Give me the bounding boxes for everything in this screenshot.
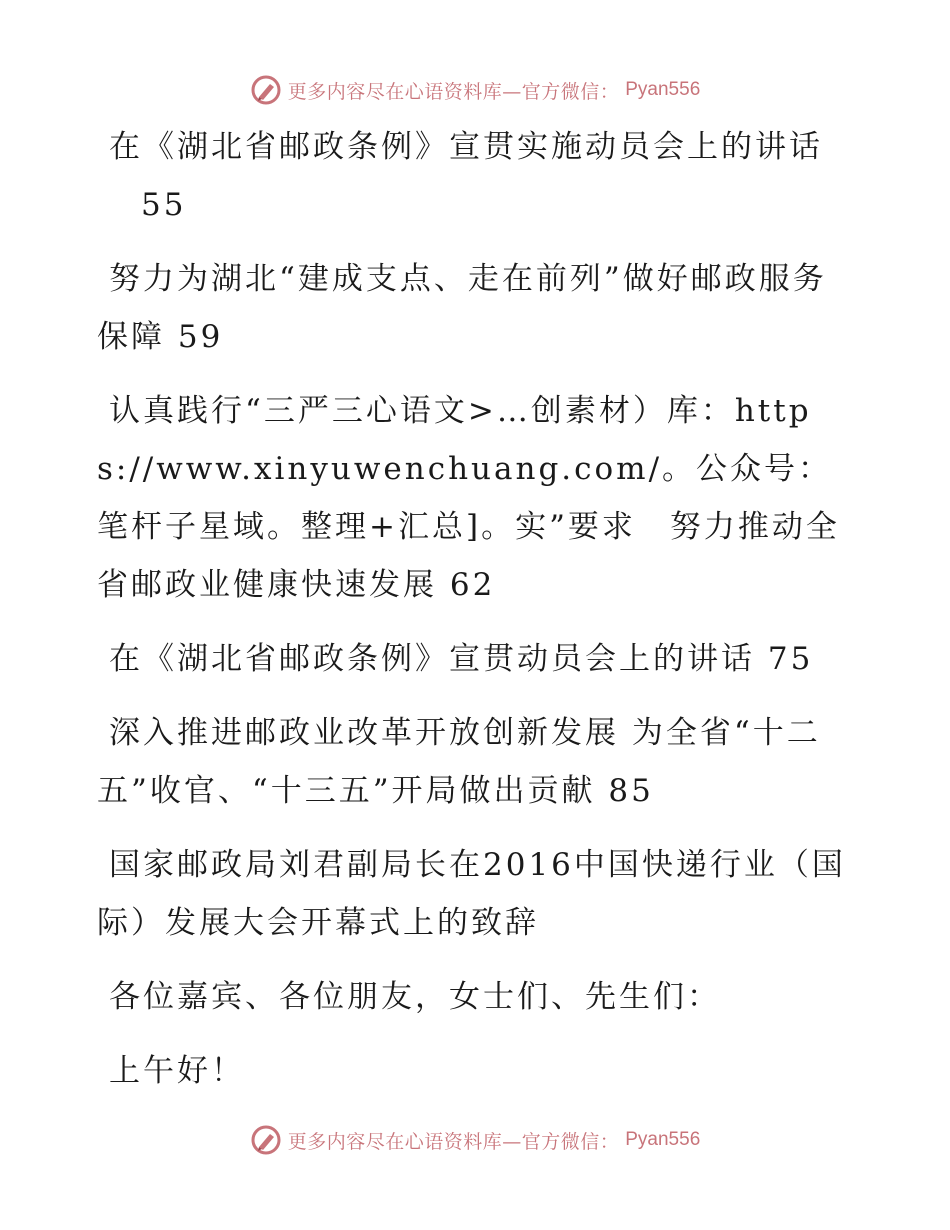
watermark-text: 更多内容尽在心语资料库—官方微信：: [287, 80, 620, 103]
speech-title: 国家邮政局刘君副局长在2016中国快递行业（国际）发展大会开幕式上的致辞: [97, 847, 846, 941]
toc-entry: [97, 630, 857, 688]
toc-entry-page: 55: [141, 187, 187, 223]
toc-entry-page: 75: [767, 641, 814, 677]
watermark-account: Pyan556: [625, 1129, 701, 1150]
toc-entry: [97, 704, 857, 820]
toc-entry: [97, 250, 857, 366]
watermark-account: Pyan556: [625, 79, 701, 100]
toc-entry: [97, 382, 857, 614]
toc-entry-page: 59: [177, 319, 224, 355]
toc-entry-title: 在《湖北省邮政条例》宣贯实施动员会上的讲话: [109, 129, 823, 165]
toc-entry-page: 62: [449, 567, 496, 603]
watermark-banner-bottom: [0, 1120, 950, 1160]
document-body: [97, 118, 857, 1116]
toc-entry-title: 认真践行“三严三心语文>…创素材）库：https://www.xinyuwenchuang.com/。公众号：笔杆子星域。整理+汇总]。实”要求 努力推动全省邮政业健康快速发展: [97, 393, 840, 603]
pen-logo-icon: [250, 1124, 282, 1156]
toc-entry-page: 85: [608, 773, 654, 809]
greeting: 上午好！: [109, 1053, 245, 1089]
toc-entry-title: 深入推进邮政业改革开放创新发展 为全省“十二五”收官、“十三五”开局做出贡献: [97, 715, 821, 809]
pen-logo-icon: [250, 74, 282, 106]
watermark-banner-top: [0, 70, 950, 110]
toc-entry-title: 在《湖北省邮政条例》宣贯动员会上的讲话: [109, 641, 755, 677]
toc-entry: [97, 118, 857, 234]
toc-entry-title: 努力为湖北“建成支点、走在前列”做好邮政服务保障: [97, 261, 827, 355]
salutation: 各位嘉宾、各位朋友，女士们、先生们：: [109, 979, 721, 1015]
watermark-text: 更多内容尽在心语资料库—官方微信：: [287, 1130, 620, 1153]
